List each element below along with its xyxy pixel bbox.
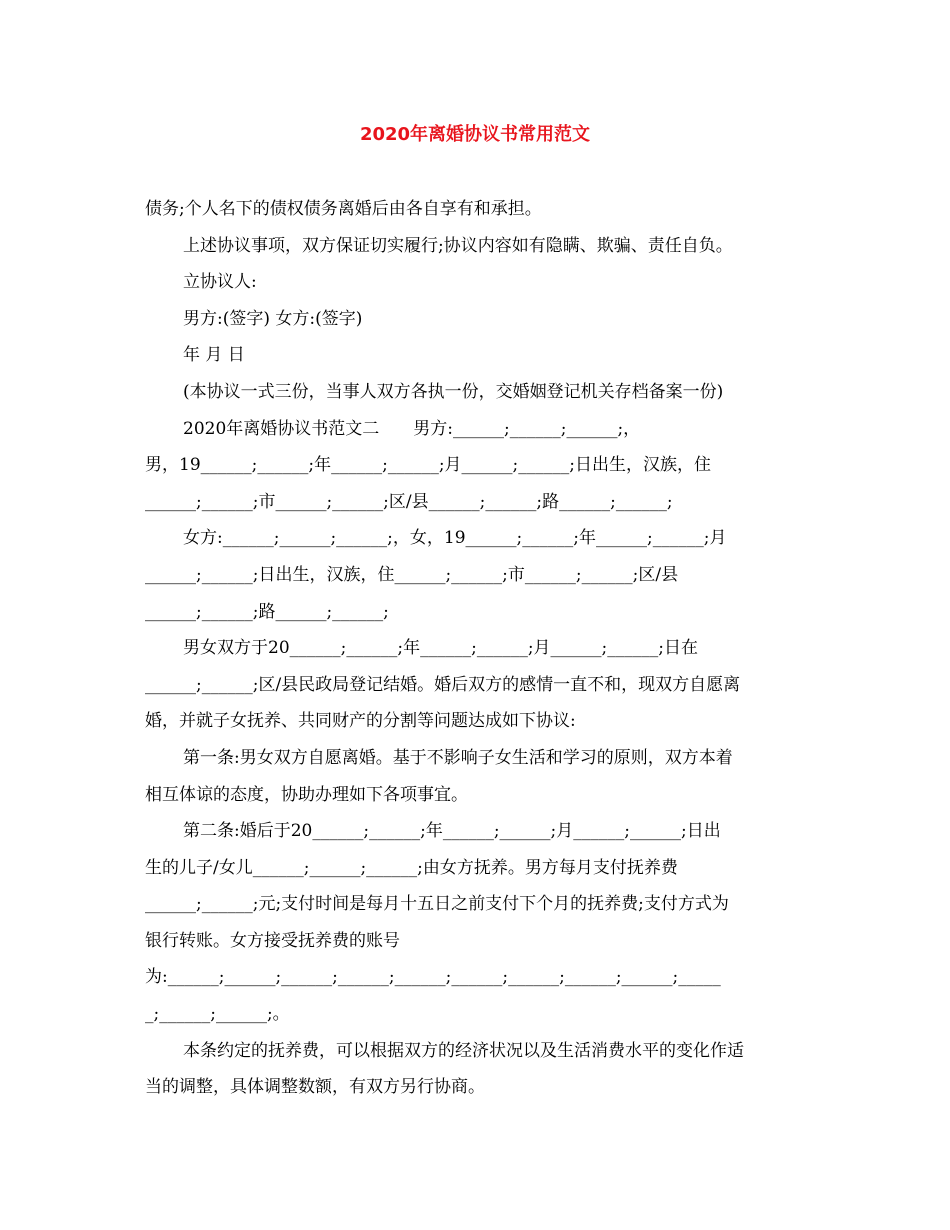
text-line: 第二条:婚后于20______;______;年______;______;月______;______;日出 bbox=[183, 821, 721, 842]
text-line: 2020年离婚协议书范文二 男方:______;______;______;， bbox=[183, 418, 641, 439]
text-line: ______;______;日出生，汉族，住______;______;市______;______;区/县 bbox=[145, 564, 679, 585]
text-line: 上述协议事项，双方保证切实履行;协议内容如有隐瞒、欺骗、责任自负。 bbox=[183, 235, 733, 256]
text-line: 第一条:男女双方自愿离婚。基于不影响子女生活和学习的原则，双方本着 bbox=[183, 747, 733, 768]
text-line: 女方:______;______;______;，女，19______;______;年______;______;月 bbox=[183, 528, 727, 549]
text-line: 当的调整，具体调整数额，有双方另行协商。 bbox=[145, 1077, 485, 1098]
text-line: 债务;个人名下的债权债务离婚后由各自享有和承担。 bbox=[145, 199, 542, 219]
text-line: ______;______;区/县民政局登记结婚。婚后双方的感情一直不和，现双方自愿离 bbox=[145, 674, 741, 695]
text-line: 本条约定的抚养费，可以根据双方的经济状况以及生活消费水平的变化作适 bbox=[183, 1040, 744, 1061]
text-line: _;______;______;。 bbox=[145, 1004, 290, 1025]
text-line: 男女双方于20______;______;年______;______;月______;______;日在 bbox=[183, 638, 698, 659]
text-line: 相互体谅的态度，协助办理如下各项事宜。 bbox=[145, 784, 468, 805]
text-line: 年 月 日 bbox=[183, 345, 245, 366]
text-line: 男方:(签字) 女方:(签字) bbox=[183, 308, 363, 329]
text-line: 为:______;______;______;______;______;______;______;______;______;_____ bbox=[145, 967, 721, 988]
text-line: 生的儿子/女儿______;______;______;由女方抚养。男方每月支付抚养费 bbox=[145, 857, 678, 878]
document-body bbox=[145, 191, 810, 1106]
text-line: ______;______;路______;______; bbox=[145, 601, 389, 622]
document-title: 2020年离婚协议书常用范文 bbox=[359, 124, 591, 145]
text-line: 立协议人: bbox=[183, 272, 257, 293]
text-line: 男，19______;______;年______;______;月______;______;日出生，汉族，住 bbox=[145, 455, 711, 476]
text-line: ______;______;元;支付时间是每月十五日之前支付下个月的抚养费;支付方式为 bbox=[145, 894, 729, 915]
text-line: 银行转账。女方接受抚养费的账号 bbox=[145, 930, 400, 951]
text-line: ______;______;市______;______;区/县______;______;路______;______; bbox=[145, 491, 673, 512]
text-line: 婚，并就子女抚养、共同财产的分割等问题达成如下协议: bbox=[145, 711, 576, 732]
text-line: (本协议一式三份，当事人双方各执一份，交婚姻登记机关存档备案一份) bbox=[183, 381, 724, 402]
